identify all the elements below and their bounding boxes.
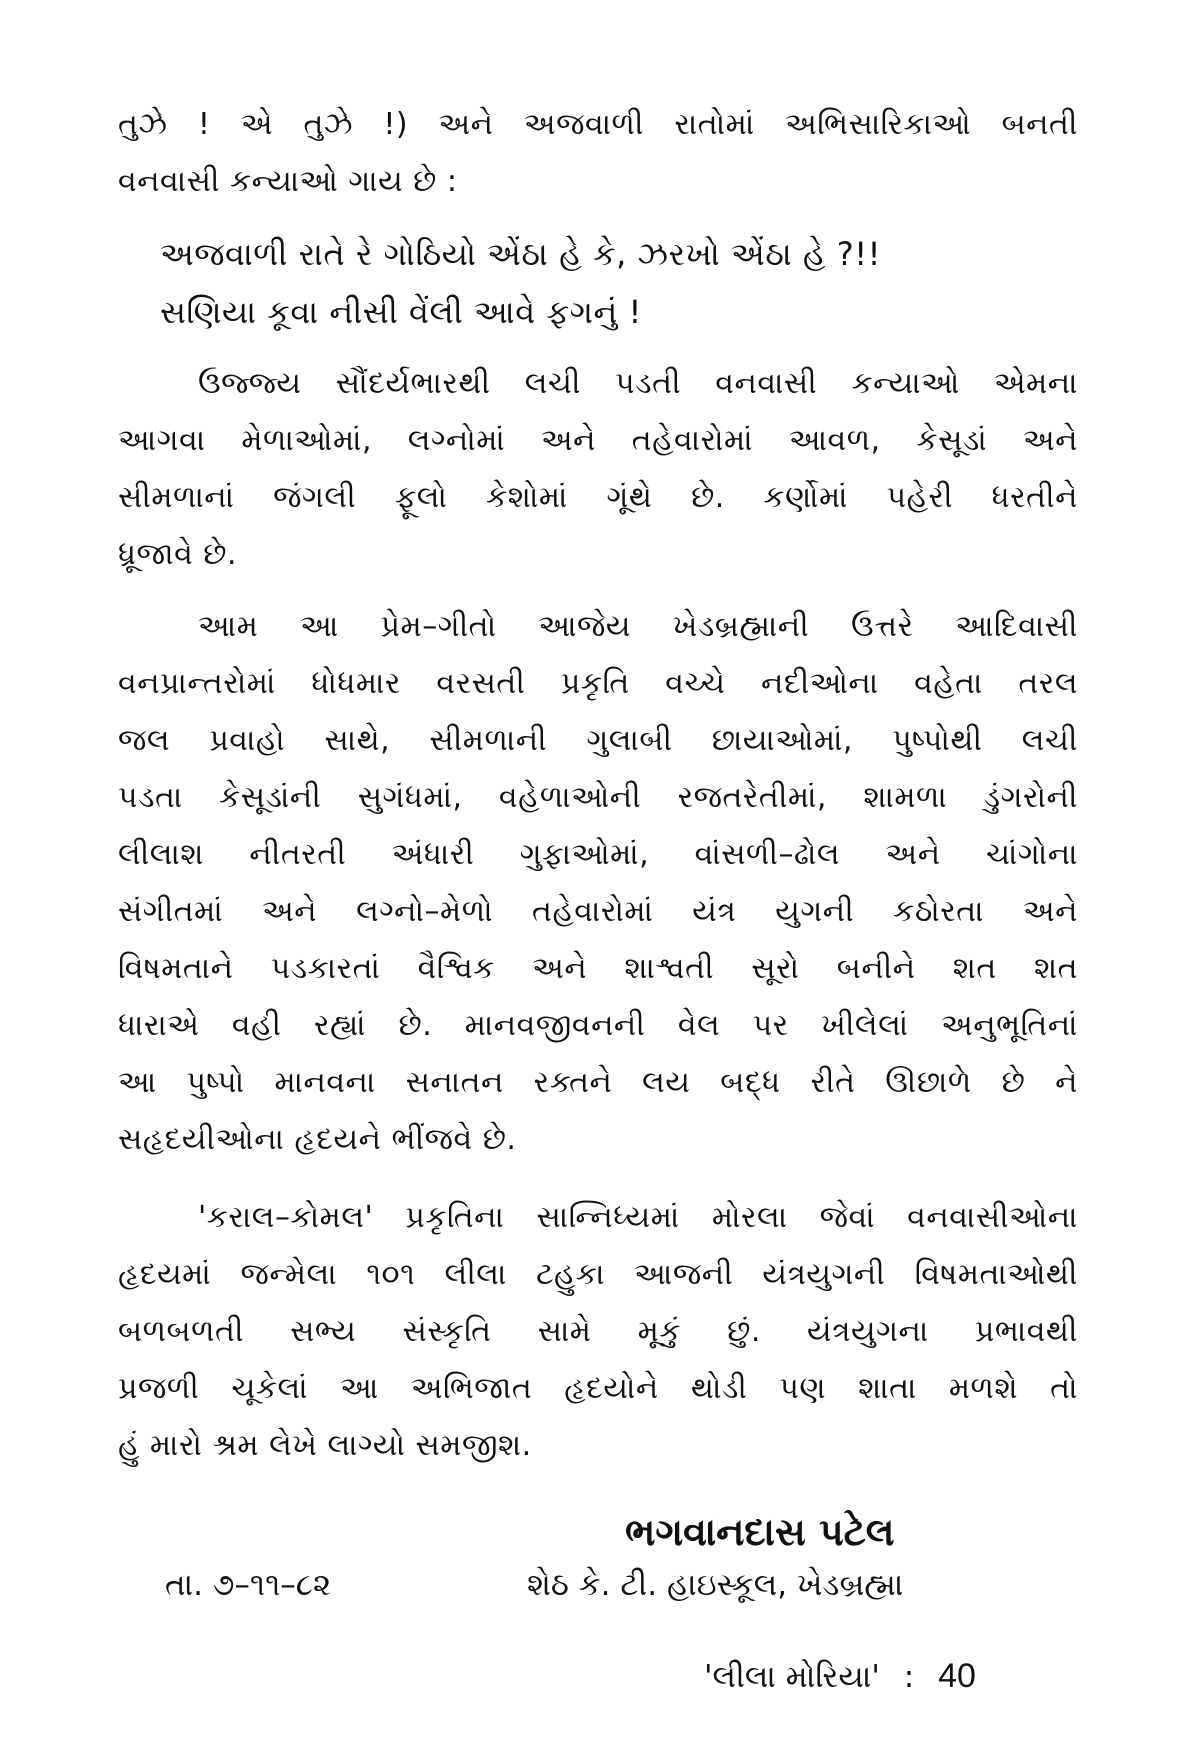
paragraph-2-line-9: આ પુષ્પો માનવના સનાતન રક્તને લય બદ્ધ રીતે ઊછાળે છે ને xyxy=(118,1065,1078,1100)
footer-book-title: 'લીલા મોરિયા' xyxy=(704,1659,880,1695)
paragraph-2-line-1: આમ આ પ્રેમ–ગીતો આજેય ખેડબ્રહ્માની ઉત્તરે આદિવાસી xyxy=(198,609,1078,644)
paragraph-3 xyxy=(118,1189,1078,1474)
paragraph-1-line-3: સીમળાનાં જંગલી ફૂલો કેશોમાં ગૂંથે છે. કર્ણોમાં પહેરી ધરતીને xyxy=(118,480,1078,515)
paragraph-2-line-3: જલ પ્રવાહો સાથે, સીમળાની ગુલાબી છાયાઓમાં, પુષ્પોથી લચી xyxy=(118,723,1078,758)
paragraph-3-line-5: હું મારો શ્રમ લેખે લાગ્યો સમજીશ. xyxy=(118,1428,532,1463)
paragraph-2-line-6: સંગીતમાં અને લગ્નો–મેળો તહેવારોમાં યંત્ર યુગની કઠોરતા અને xyxy=(118,894,1078,929)
paragraph-2-line-2: વનપ્રાન્તરોમાં ધોધમાર વરસતી પ્રકૃતિ વચ્ચે નદીઓના વહેતા તરલ xyxy=(118,666,1078,701)
page-footer xyxy=(704,1657,976,1696)
paragraph-1-line-2: આગવા મેળાઓમાં, લગ્નોમાં અને તહેવારોમાં આવળ, કેસૂડાં અને xyxy=(118,423,1078,458)
author-signature: ભગવાનદાસ પટેલ xyxy=(625,1510,895,1554)
poem-line-1: અજવાળી રાતે રે ગોઠિયો એંઠા હે કે, ઝરખો એંઠા હે ?!! xyxy=(160,235,881,273)
footer-separator: : xyxy=(903,1659,915,1695)
poem-quote xyxy=(118,225,1078,341)
poem-line-2: સણિયા કૂવા નીસી વેંલી આવે ફગનું ! xyxy=(160,293,642,331)
paragraph-2 xyxy=(118,598,1078,1168)
paragraph-2-line-10: સહૃદયીઓના હૃદયને ભીંજવે છે. xyxy=(118,1122,517,1157)
paragraph-2-line-8: ધારાએ વહી રહ્યાં છે. માનવજીવનની વેલ પર ખીલેલાં અનુભૂતિનાં xyxy=(118,1008,1078,1043)
paragraph-2-line-4: પડતા કેસૂડાંની સુગંધમાં, વહેળાઓની રજતરેતીમાં, શામળા ડુંગરોની xyxy=(118,780,1078,815)
paragraph-3-line-2: હૃદયમાં જન્મેલા ૧૦૧ લીલા ટહુકા આજની યંત્રયુગની વિષમતાઓથી xyxy=(118,1257,1078,1292)
page-number: 40 xyxy=(938,1657,976,1695)
paragraph-1-line-1: ઉજ્જ્ય સૌંદર્યભારથી લચી પડતી વનવાસી કન્યાઓ એમના xyxy=(198,366,1078,401)
paragraph-2-line-7: વિષમતાને પડકારતાં વૈશ્વિક અને શાશ્વતી સૂરો બનીને શત શત xyxy=(118,951,1078,986)
paragraph-2-line-5: લીલાશ નીતરતી અંધારી ગુફાઓમાં, વાંસળી–ઢોલ અને ચાંગોના xyxy=(118,837,1078,872)
signature-school: શેઠ કે. ટી. હાઇસ્કૂલ, ખેડબ્રહ્મા xyxy=(527,1567,904,1603)
paragraph-3-line-1: 'કરાલ–કોમલ' પ્રકૃતિના સાન્નિધ્યમાં મોરલા જેવાં વનવાસીઓના xyxy=(198,1200,1078,1235)
paragraph-3-line-3: બળબળતી સભ્ય સંસ્કૃતિ સામે મૂકું છું. યંત્રયુગના પ્રભાવથી xyxy=(118,1314,1078,1349)
paragraph-3-line-4: પ્રજળી ચૂકેલાં આ અભિજાત હૃદયોને થોડી પણ શાતા મળશે તો xyxy=(118,1371,1078,1406)
paragraph-1-line-4: ધ્રૂજાવે છે. xyxy=(118,537,238,572)
intro-paragraph xyxy=(118,96,1078,210)
intro-line-2: વનવાસી કન્યાઓ ગાય છે : xyxy=(118,164,458,199)
paragraph-1 xyxy=(118,355,1078,583)
intro-line-1: તુઝે ! એ તુઝે !) અને અજવાળી રાતોમાં અભિસારિકાઓ બનતી xyxy=(118,107,1078,142)
signature-date: તા. ૭–૧૧–૮૨ xyxy=(165,1567,332,1603)
